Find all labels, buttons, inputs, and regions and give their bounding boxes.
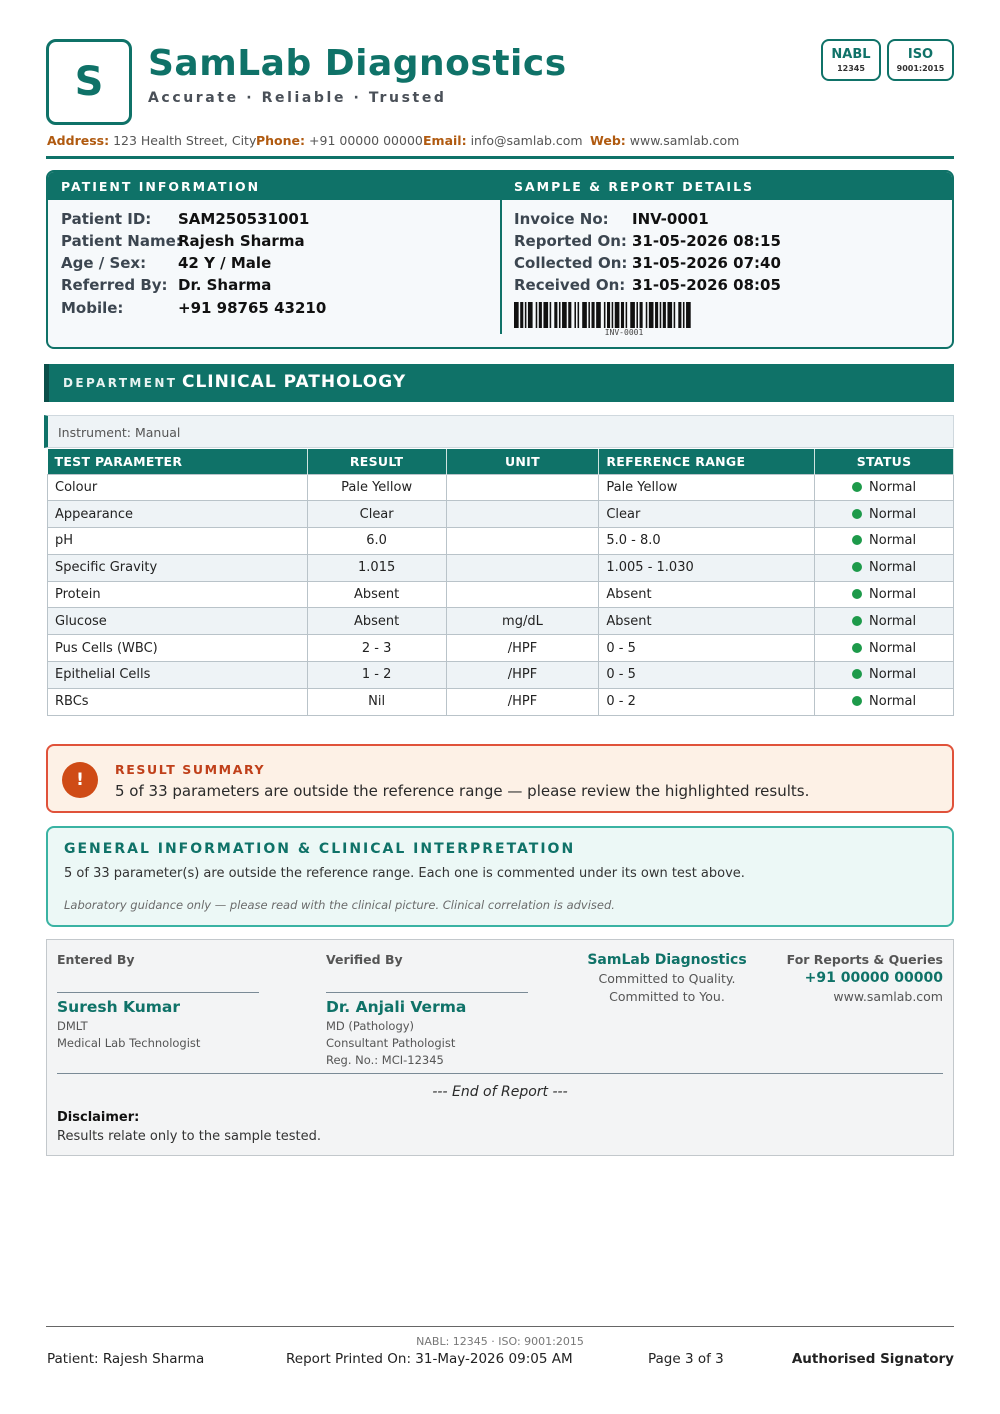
verified-by-registration: Reg. No.: MCI-12345: [326, 1053, 444, 1067]
header-divider: [46, 156, 954, 159]
barcode-bar: [678, 302, 681, 328]
status-cell: [815, 581, 954, 608]
status-dot-icon: [852, 696, 862, 706]
table-row: [48, 581, 954, 608]
barcode-bar: [574, 302, 576, 328]
summary-text: 5 of 33 parameters are outside the reference range — please review the highlighted results.: [115, 782, 810, 800]
status-cell: [815, 688, 954, 715]
status-text: Normal: [869, 694, 917, 710]
signature-line: [57, 992, 259, 993]
status-dot-icon: [852, 535, 862, 545]
contact-address: [47, 133, 256, 148]
phone-value: +91 00000 00000: [309, 133, 423, 148]
web-value: www.samlab.com: [629, 133, 740, 148]
reference-range-cell: 0 - 5: [599, 635, 815, 662]
general-title: GENERAL INFORMATION & CLINICAL INTERPRETATION: [64, 841, 576, 857]
nabl-badge: [821, 39, 881, 81]
page-footer-patient: Patient: Rajesh Sharma: [47, 1351, 205, 1367]
entered-by-role: Entered By: [57, 952, 135, 967]
unit-cell: mg/dL: [446, 608, 599, 635]
entered-by-title: Medical Lab Technologist: [57, 1036, 201, 1050]
report-header: [46, 39, 954, 129]
barcode-bar: [543, 302, 548, 328]
signature-block: [46, 939, 954, 1156]
barcode-bar: [667, 302, 672, 328]
address-value: 123 Health Street, City: [113, 133, 257, 148]
contact-email: [423, 133, 583, 148]
barcode-bar: [604, 302, 606, 328]
test-parameter-cell: Specific Gravity: [48, 554, 308, 581]
reference-range-cell: 0 - 2: [599, 688, 815, 715]
disclaimer-text: Results relate only to the sample tested.: [57, 1129, 321, 1144]
barcode-bar: [596, 302, 601, 328]
verified-by-name: Dr. Anjali Verma: [326, 998, 467, 1016]
iso-badge-name: ISO: [907, 47, 934, 62]
status-dot-icon: [852, 509, 862, 519]
web-label: Web:: [590, 133, 626, 148]
results-table: [47, 449, 954, 716]
field-value: 31-05-2026 07:40: [632, 254, 781, 272]
email-label: Email:: [423, 133, 467, 148]
result-cell: 2 - 3: [307, 635, 446, 662]
barcode-bar: [588, 302, 590, 328]
field-label: Received On:: [514, 276, 626, 294]
status-cell: [815, 554, 954, 581]
field-label: Patient Name:: [61, 232, 182, 250]
field-value: +91 98765 43210: [178, 299, 327, 317]
email-value: info@samlab.com: [470, 133, 583, 148]
table-row: [48, 688, 954, 715]
info-card: [46, 170, 954, 349]
status-dot-icon: [852, 482, 862, 492]
field-value: SAM250531001: [178, 210, 310, 228]
footer-queries: [787, 952, 943, 1004]
status-text: Normal: [869, 587, 917, 603]
unit-cell: [446, 581, 599, 608]
page-footer-accreditation: NABL: 12345 · ISO: 9001:2015: [416, 1335, 584, 1348]
address-label: Address:: [47, 133, 110, 148]
general-note: Laboratory guidance only — please read with the clinical picture. Clinical correlation is advised.: [64, 898, 615, 912]
barcode-bar: [663, 302, 666, 328]
field-label: Invoice No:: [514, 210, 609, 228]
result-cell: Nil: [307, 688, 446, 715]
reference-range-cell: Clear: [599, 501, 815, 528]
barcode-bar: [646, 302, 648, 328]
field-value: Rajesh Sharma: [178, 232, 305, 250]
iso-badge-id: 9001:2015: [896, 64, 945, 73]
barcode-bar: [621, 302, 624, 328]
field-label: Mobile:: [61, 299, 124, 317]
test-parameter-cell: Protein: [48, 581, 308, 608]
barcode-bar: [562, 302, 567, 328]
table-row: [48, 554, 954, 581]
barcode-bar: [539, 302, 542, 328]
status-text: Normal: [869, 667, 917, 683]
barcode-bar: [514, 302, 519, 328]
end-of-report: --- End of Report ---: [432, 1084, 568, 1100]
status-cell: [815, 608, 954, 635]
status-text: Normal: [869, 560, 917, 576]
entered-by-signature: [57, 952, 259, 1050]
department-name: CLINICAL PATHOLOGY: [182, 372, 407, 392]
lab-logo: S: [46, 39, 132, 125]
department-banner: [44, 364, 954, 402]
barcode-bar: [655, 302, 658, 328]
lab-name: SamLab Diagnostics: [148, 43, 567, 84]
barcode-bar: [554, 302, 557, 328]
table-row: [48, 528, 954, 555]
status-text: Normal: [869, 479, 917, 495]
test-parameter-cell: Pus Cells (WBC): [48, 635, 308, 662]
barcode-bar: [607, 302, 610, 328]
verified-by-qualification: MD (Pathology): [326, 1019, 415, 1033]
signature-line: [326, 992, 528, 993]
unit-cell: [446, 474, 599, 501]
barcode-bar: [660, 302, 662, 328]
footer-divider: [57, 1073, 943, 1074]
table-row: [48, 635, 954, 662]
test-parameter-cell: Colour: [48, 474, 308, 501]
iso-badge: [887, 39, 954, 81]
patient-section-title: PATIENT INFORMATION: [61, 179, 261, 194]
field-value: Dr. Sharma: [178, 276, 272, 294]
contact-web: [590, 133, 739, 148]
page-footer-divider: [46, 1326, 954, 1327]
barcode-bar: [640, 302, 643, 328]
queries-heading: For Reports & Queries: [786, 952, 943, 967]
barcode-bar: [578, 302, 580, 328]
verified-by-role: Verified By: [326, 952, 403, 967]
field-value: INV-0001: [632, 210, 709, 228]
result-cell: Absent: [307, 581, 446, 608]
status-dot-icon: [852, 616, 862, 626]
footer-motto-1: Committed to Quality.: [598, 971, 736, 986]
status-dot-icon: [852, 589, 862, 599]
field-value: 31-05-2026 08:05: [632, 276, 781, 294]
status-text: Normal: [869, 613, 917, 629]
page-number: Page 3 of 3: [648, 1351, 724, 1367]
status-cell: [815, 528, 954, 555]
footer-motto-2: Committed to You.: [609, 989, 725, 1004]
barcode-bar: [559, 302, 561, 328]
general-text: 5 of 33 parameter(s) are outside the reference range. Each one is commented under its own test above.: [64, 866, 745, 881]
barcode-bar: [520, 302, 523, 328]
barcode-bar: [528, 302, 533, 328]
summary-title: RESULT SUMMARY: [115, 762, 266, 777]
table-row: [48, 662, 954, 689]
sample-section-title: SAMPLE & REPORT DETAILS: [514, 179, 755, 194]
verified-by-signature: [326, 952, 528, 1067]
unit-cell: [446, 501, 599, 528]
entered-by-qualification: DMLT: [57, 1019, 88, 1033]
barcode-bar: [550, 302, 552, 328]
general-information: [46, 826, 954, 927]
field-value: 31-05-2026 08:15: [632, 232, 781, 250]
verified-by-title: Consultant Pathologist: [326, 1036, 456, 1050]
barcode-bar: [686, 302, 691, 328]
test-parameter-cell: Glucose: [48, 608, 308, 635]
status-cell: [815, 501, 954, 528]
test-parameter-cell: pH: [48, 528, 308, 555]
result-summary: [46, 744, 954, 813]
barcode-bar: [525, 302, 527, 328]
barcode-bar: [582, 302, 587, 328]
results-header-row: [48, 449, 954, 474]
status-dot-icon: [852, 643, 862, 653]
entered-by-name: Suresh Kumar: [57, 998, 181, 1016]
nabl-badge-name: NABL: [831, 47, 871, 62]
status-cell: [815, 662, 954, 689]
test-parameter-cell: Appearance: [48, 501, 308, 528]
barcode-text: INV-0001: [604, 328, 644, 337]
instrument-info: Instrument: Manual: [44, 415, 954, 448]
disclaimer-heading: Disclaimer:: [57, 1110, 140, 1125]
result-cell: 1 - 2: [307, 662, 446, 689]
table-row: [48, 501, 954, 528]
footer-lab-info: [572, 952, 762, 1004]
barcode-bar: [592, 302, 595, 328]
reference-range-cell: Absent: [599, 581, 815, 608]
result-cell: Absent: [307, 608, 446, 635]
phone-label: Phone:: [256, 133, 306, 148]
queries-web: www.samlab.com: [833, 989, 943, 1004]
barcode-bar: [683, 302, 685, 328]
reference-range-cell: 5.0 - 8.0: [599, 528, 815, 555]
barcode-bar: [674, 302, 676, 328]
barcode-bar: [568, 302, 571, 328]
test-parameter-cell: Epithelial Cells: [48, 662, 308, 689]
result-cell: 6.0: [307, 528, 446, 555]
field-value: 42 Y / Male: [178, 254, 272, 272]
barcode-bar: [636, 302, 638, 328]
test-parameter-cell: RBCs: [48, 688, 308, 715]
table-row: [48, 474, 954, 501]
status-text: Normal: [869, 533, 917, 549]
contact-phone: [256, 133, 423, 148]
col-reference-range: REFERENCE RANGE: [599, 449, 815, 474]
authorised-signatory: Authorised Signatory: [791, 1351, 954, 1367]
unit-cell: /HPF: [446, 635, 599, 662]
department-label: DEPARTMENT: [63, 376, 178, 390]
barcode-bar: [612, 302, 614, 328]
barcode-bar: [536, 302, 538, 328]
col-result: RESULT: [307, 449, 446, 474]
unit-cell: [446, 528, 599, 555]
barcode-bar: [649, 302, 654, 328]
table-row: [48, 608, 954, 635]
result-cell: Pale Yellow: [307, 474, 446, 501]
result-cell: Clear: [307, 501, 446, 528]
status-text: Normal: [869, 640, 917, 656]
barcode-bar: [615, 302, 620, 328]
field-label: Collected On:: [514, 254, 628, 272]
barcode-bar: [630, 302, 635, 328]
reference-range-cell: Absent: [599, 608, 815, 635]
col-status: STATUS: [815, 449, 954, 474]
status-text: Normal: [869, 506, 917, 522]
info-divider: [500, 172, 502, 334]
status-dot-icon: [852, 562, 862, 572]
status-dot-icon: [852, 669, 862, 679]
col-unit: UNIT: [446, 449, 599, 474]
col-test-parameter: TEST PARAMETER: [48, 449, 308, 474]
lab-tagline: Accurate · Reliable · Trusted: [148, 90, 447, 106]
invoice-barcode: [514, 302, 734, 330]
status-cell: [815, 474, 954, 501]
reference-range-cell: 0 - 5: [599, 662, 815, 689]
nabl-badge-id: 12345: [837, 64, 865, 73]
field-label: Patient ID:: [61, 210, 152, 228]
unit-cell: /HPF: [446, 662, 599, 689]
field-label: Referred By:: [61, 276, 168, 294]
unit-cell: /HPF: [446, 688, 599, 715]
field-label: Age / Sex:: [61, 254, 147, 272]
alert-icon: !: [62, 762, 98, 798]
page-footer-printed: Report Printed On: 31-May-2026 09:05 AM: [286, 1351, 573, 1367]
reference-range-cell: 1.005 - 1.030: [599, 554, 815, 581]
reference-range-cell: Pale Yellow: [599, 474, 815, 501]
footer-lab-name: SamLab Diagnostics: [587, 952, 747, 968]
status-cell: [815, 635, 954, 662]
result-cell: 1.015: [307, 554, 446, 581]
barcode-bar: [626, 302, 628, 328]
unit-cell: [446, 554, 599, 581]
field-label: Reported On:: [514, 232, 627, 250]
queries-phone: +91 00000 00000: [804, 970, 943, 986]
